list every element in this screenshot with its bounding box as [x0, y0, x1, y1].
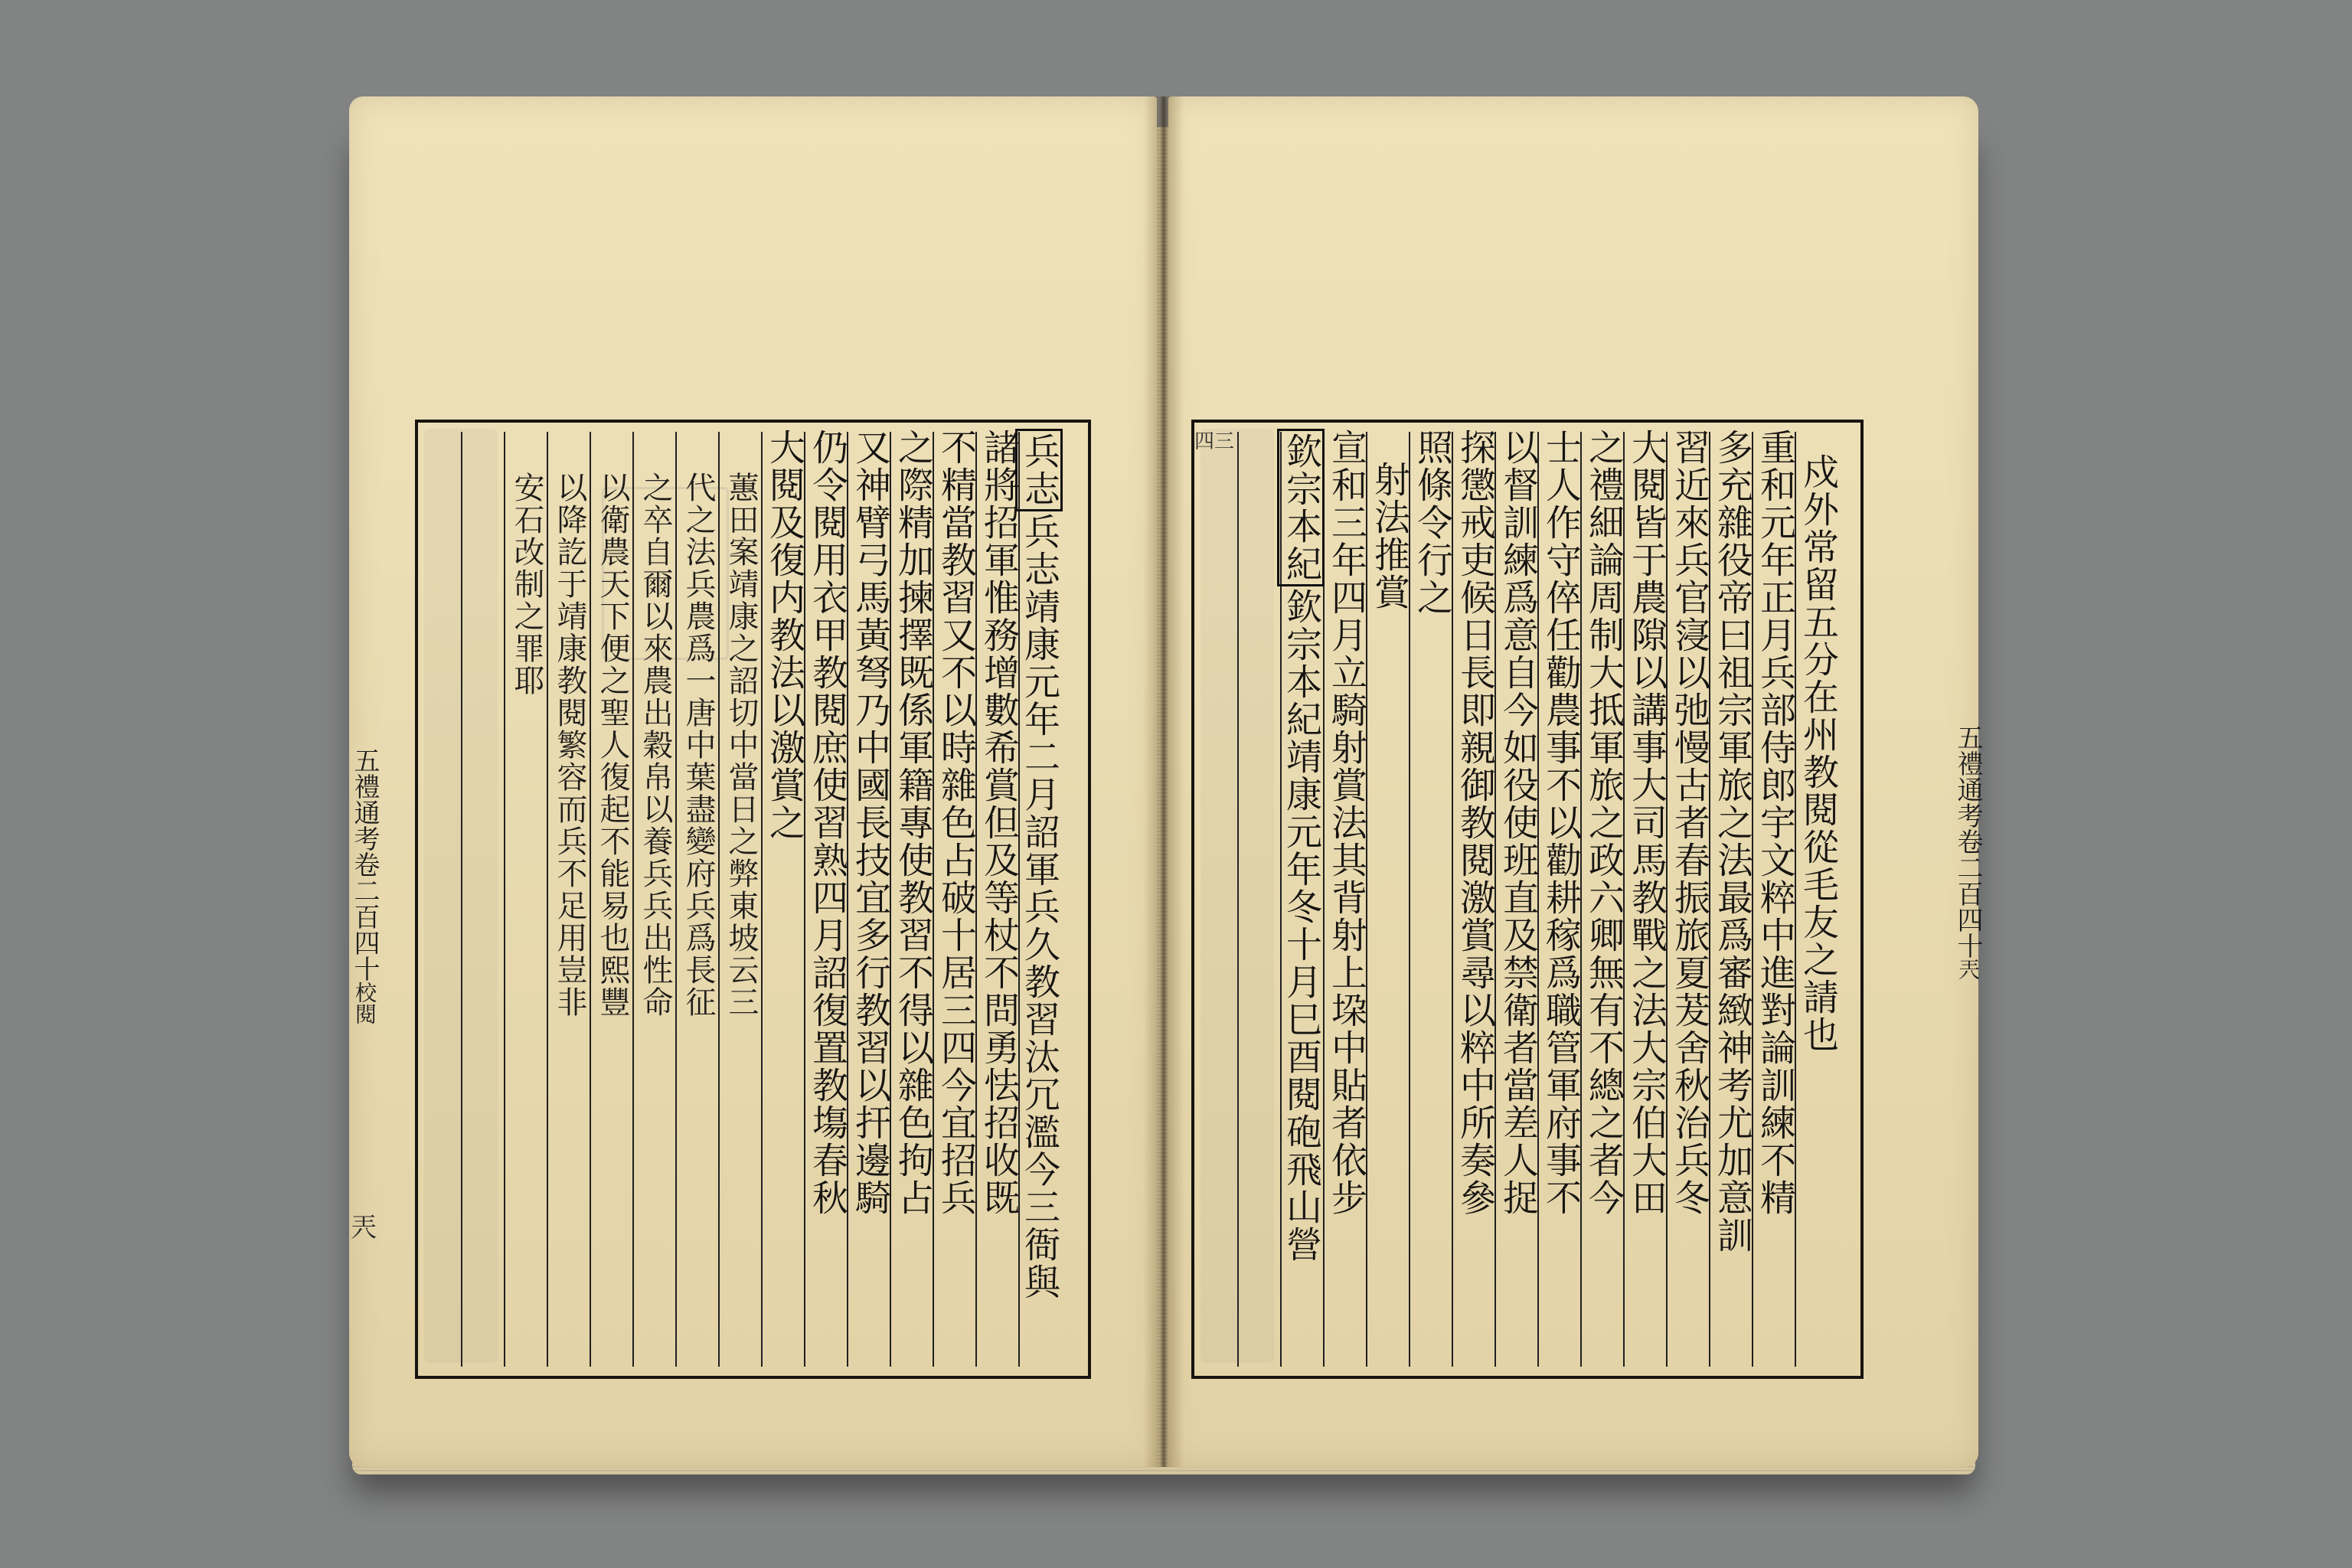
- commentary-column: 之卒自爾以來農出穀帛以養兵兵出性命: [638, 472, 673, 1018]
- text-column: 宣和三年四月立騎射賞法其背射上垜中貼者依步: [1325, 429, 1367, 1217]
- text-column: 之際精加揀擇既係軍籍專使教習不得以雜色拘占: [892, 429, 934, 1217]
- text-column: 重和元年正月兵部侍郎宇文粹中進對論訓練不精: [1754, 429, 1796, 1217]
- commentary-column: 蕙田案靖康之詔切中當日之弊東坡云三: [724, 472, 759, 1018]
- commentary-column: 以降訖于靖康教閱繁容而兵不足用豈非: [552, 472, 587, 1018]
- spine-suffix: 校閱: [352, 982, 377, 1024]
- text-column-body: 欽宗本紀靖康元年冬十月巳酉閱砲飛山營: [1280, 588, 1322, 1263]
- text-column: [1020, 429, 1063, 1370]
- commentary-column: 以衛農天下便之聖人復起不能易也熙豐: [595, 472, 630, 1018]
- text-column: 照條令行之: [1411, 429, 1453, 616]
- blank-column-area: [424, 429, 498, 1363]
- text-column: 習近來兵官寖以弛慢古者春振旅夏茇舍秋治兵冬: [1668, 429, 1710, 1217]
- open-book: [343, 96, 1989, 1475]
- top-margin-mark: 四三: [1194, 430, 1235, 453]
- blank-column-area: [1200, 429, 1274, 1363]
- text-column: 大閱及復内教法以激賞之: [763, 429, 805, 841]
- commentary-column: 代之法兵農爲一唐中葉盡變府兵爲長征: [681, 472, 716, 1018]
- text-column-body: 兵志靖康元年二月詔軍兵久教習汰冗濫今三衙與: [1018, 513, 1060, 1301]
- text-column: 大閱皆于農隙以講事大司馬教戰之法大宗伯大田: [1625, 429, 1668, 1217]
- spine-text: 五禮通考卷二百四十: [1952, 724, 1983, 959]
- text-column: 不精當教習又不以時雜色占破十居三四今宜招兵: [935, 429, 977, 1217]
- commentary-column: 安石改制之罪耶: [509, 472, 544, 697]
- right-page-text-frame: [1191, 420, 1864, 1379]
- text-column: 又神臂弓馬黃弩乃中國長技宜多行教習以扞邊騎: [849, 429, 891, 1217]
- book-gutter: [1144, 96, 1184, 1467]
- section-heading-box: 兵志: [1015, 429, 1063, 511]
- text-column: 射法推賞: [1368, 461, 1410, 611]
- section-heading-box: 欽宗本紀: [1277, 429, 1325, 586]
- text-column: 士人作守倅任勸農事不以勸耕稼爲職管軍府事不: [1540, 429, 1582, 1217]
- right-spine-label: [1952, 724, 1983, 980]
- spine-text: 五禮通考卷二百四十: [349, 747, 380, 982]
- text-column: 以督訓練爲意自今如役使班直及禁衛者當差人捉: [1497, 429, 1539, 1217]
- text-column: 戍外常留五分在州教閱從毛友之請也: [1797, 453, 1839, 1054]
- spine-suffix: 兲: [1955, 959, 1981, 980]
- page-number: 兲: [351, 1213, 377, 1243]
- text-column: 之禮細論周制大抵軍旅之政六卿無有不總之者今: [1583, 429, 1625, 1217]
- text-column: 多充雜役帝曰祖宗軍旅之法最爲審緻神考尤加意訓: [1711, 429, 1753, 1254]
- text-column: 仍令閱用衣甲教閱庶使習熟四月詔復置教塲春秋: [806, 429, 848, 1217]
- text-column: [1282, 429, 1325, 1370]
- left-spine-label: [349, 747, 380, 1024]
- left-page: [349, 96, 1157, 1467]
- left-page-text-frame: [415, 420, 1091, 1379]
- text-column: 探懲戒吏候日長即親御教閱激賞尋以粹中所奏參: [1454, 429, 1496, 1217]
- text-column: 諸將招軍惟務增數希賞但及等杖不問勇怯招收既: [978, 429, 1020, 1217]
- right-page: [1168, 96, 1978, 1467]
